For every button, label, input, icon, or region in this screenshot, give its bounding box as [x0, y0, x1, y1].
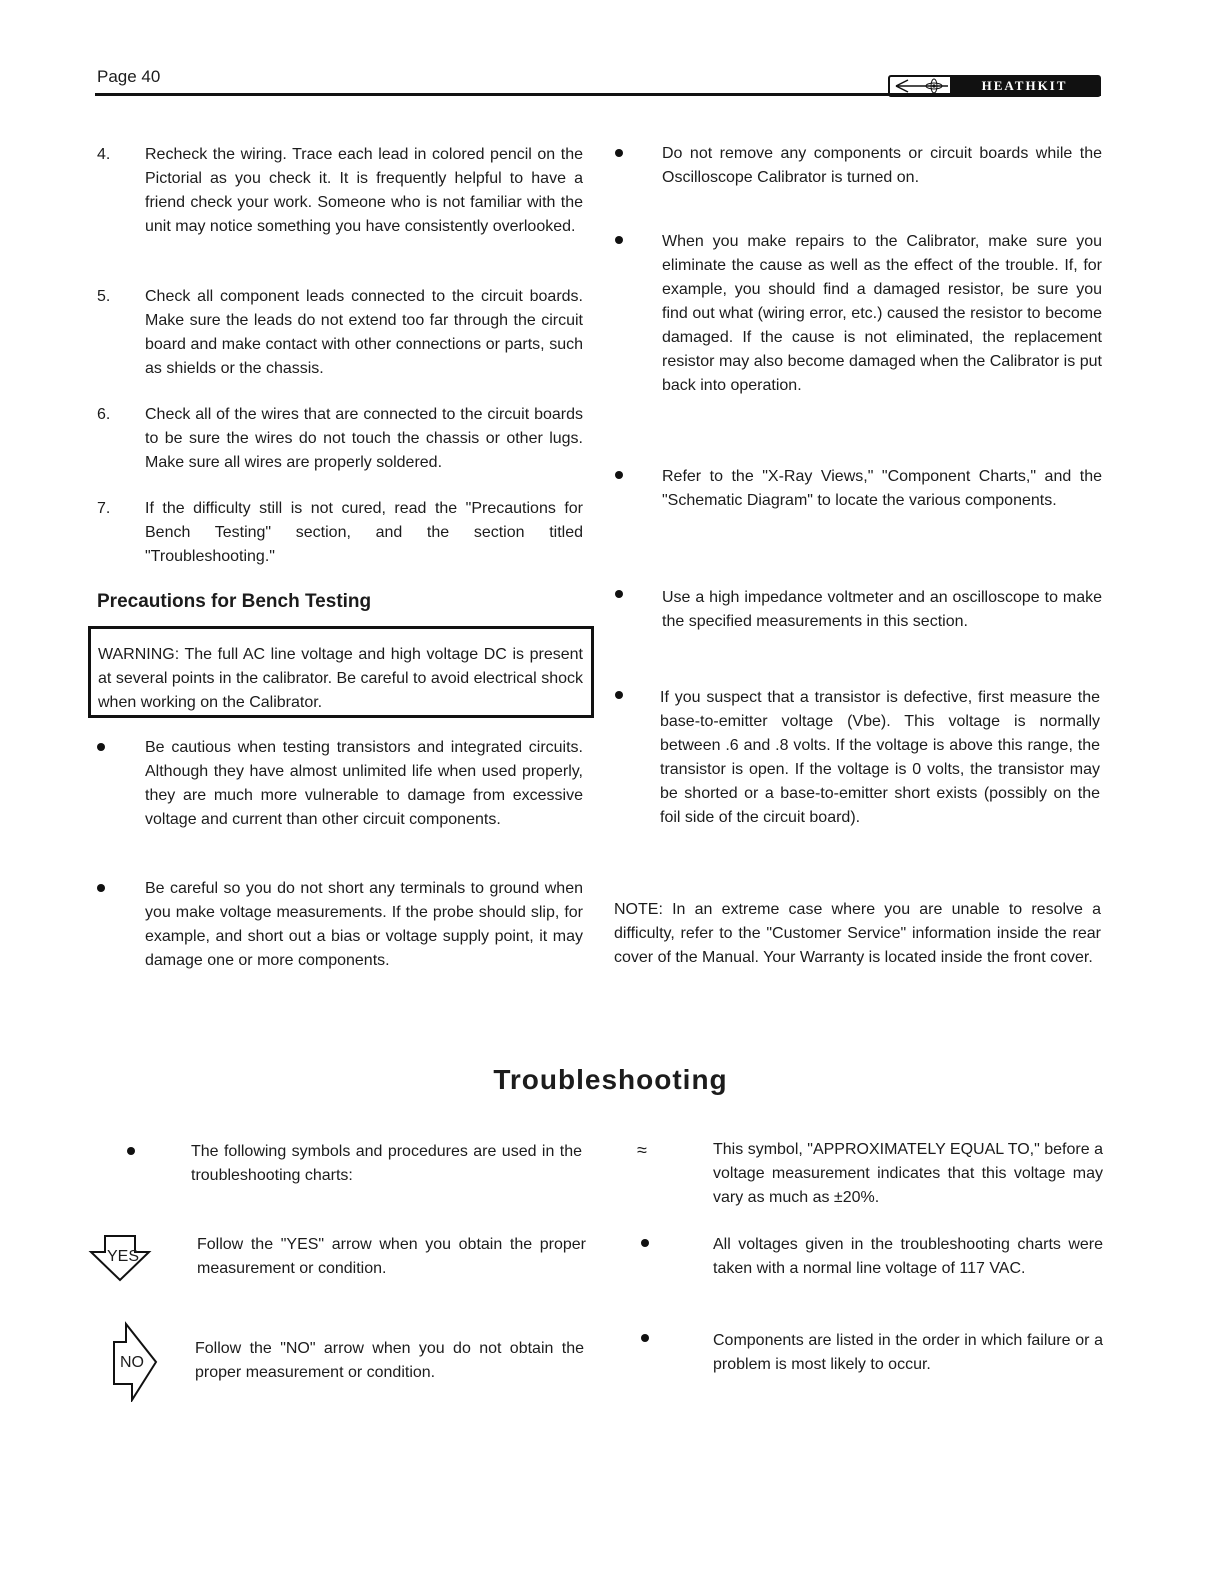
yes-text: Follow the "YES" arrow when you obtain the proper measurement or condition. — [197, 1236, 586, 1277]
note-text: NOTE: In an extreme case where you are unable to resolve a difficulty, refer to the "Customer Service" information inside the rear cover of the Manual. Your Warranty is located inside the front cover. — [614, 901, 1101, 966]
step-text: Recheck the wiring. Trace each lead in colored pencil on the Pictorial as you check it. It is frequently helpful to have a friend check your work. Someone who is not familiar with the unit may notice something you have consistently overlooked. — [145, 146, 583, 235]
bullet-text: Be cautious when testing transistors and integrated circuits. Although they have almost unlimited life when used properly, they are much more vulnerable to damage from excessive voltage and current than other circuit components. — [145, 739, 583, 828]
troubleshooting-heading: Troubleshooting — [493, 1064, 728, 1095]
bullet-icon — [615, 691, 623, 699]
warning-box: WARNING: The full AC line voltage and high voltage DC is present at several points in the calibrator. Be careful to avoid electrical shock when working on the Calibrator. — [88, 626, 594, 718]
step-number: 7. — [97, 500, 111, 517]
bullet-icon — [641, 1239, 649, 1247]
bullet-icon — [127, 1147, 135, 1155]
no-label: NO — [120, 1354, 144, 1371]
page-number: Page 40 — [97, 67, 161, 86]
bullet-text: Do not remove any components or circuit boards while the Oscilloscope Calibrator is turned on. — [662, 145, 1102, 186]
bullet-icon — [641, 1334, 649, 1342]
yes-label: YES — [107, 1248, 140, 1265]
bullet-text: If you suspect that a transistor is defective, first measure the base-to-emitter voltage (Vbe). This voltage is normally between .6 and .8 volts. If the voltage is above this range, the transistor is open. If the voltage is 0 volts, the transistor may be shorted or a base-to-emitter short exists (possibly on the foil side of the circuit board). — [660, 689, 1100, 826]
step-text: Check all component leads connected to the circuit boards. Make sure the leads do not extend too far through the circuit board and make contact with other connections or parts, such as shields or the chassis. — [145, 288, 583, 377]
bullet-icon — [615, 590, 623, 598]
step-number: 4. — [97, 146, 111, 163]
bullet-icon — [615, 149, 623, 157]
step-text: Check all of the wires that are connected to the circuit boards to be sure the wires do not touch the chassis or other lugs. Make sure all wires are properly soldered. — [145, 406, 583, 471]
precautions-heading: Precautions for Bench Testing — [97, 591, 372, 612]
step-number: 5. — [97, 288, 111, 305]
bullet-icon — [615, 236, 623, 244]
bullet-text: When you make repairs to the Calibrator, make sure you eliminate the cause as well as the effect of the trouble. If, for example, you should find a damaged resistor, be sure you find out what (wiring error, etc.) caused the resistor to become damaged. If the cause is not eliminated, the replacement resistor may also become damaged when the Calibrator is put back into operation. — [662, 233, 1102, 394]
approx-text: This symbol, "APPROXIMATELY EQUAL TO," before a voltage measurement indicates that this voltage may vary as much as ±20%. — [713, 1141, 1103, 1206]
no-text: Follow the "NO" arrow when you do not obtain the proper measurement or condition. — [195, 1340, 584, 1381]
step-text: If the difficulty still is not cured, read the "Precautions for Bench Testing" section, and the section titled "Troubleshooting." — [145, 500, 583, 565]
bullet-text: Be careful so you do not short any terminals to ground when you make voltage measurements. If the probe should slip, for example, and short out a bias or voltage supply point, it may damage one or more components. — [145, 880, 583, 969]
step-number: 6. — [97, 406, 111, 423]
bullet-icon — [97, 884, 105, 892]
logo-emblem-icon — [894, 78, 950, 94]
intro-text: The following symbols and procedures are used in the troubleshooting charts: — [191, 1143, 582, 1184]
bullet-text: Use a high impedance voltmeter and an oscilloscope to make the specified measurements in this section. — [662, 589, 1102, 630]
approx-symbol: ≈ — [637, 1140, 647, 1160]
bullet-icon — [97, 743, 105, 751]
brand-name: HEATHKIT — [950, 77, 1099, 95]
header-rule — [95, 93, 1101, 96]
bullet-text: Refer to the "X-Ray Views," "Component Charts," and the "Schematic Diagram" to locate the various components. — [662, 468, 1102, 509]
voltages-text: All voltages given in the troubleshooting charts were taken with a normal line voltage of 117 VAC. — [713, 1236, 1103, 1277]
bullet-icon — [615, 471, 623, 479]
components-text: Components are listed in the order in which failure or a problem is most likely to occur. — [713, 1332, 1103, 1373]
